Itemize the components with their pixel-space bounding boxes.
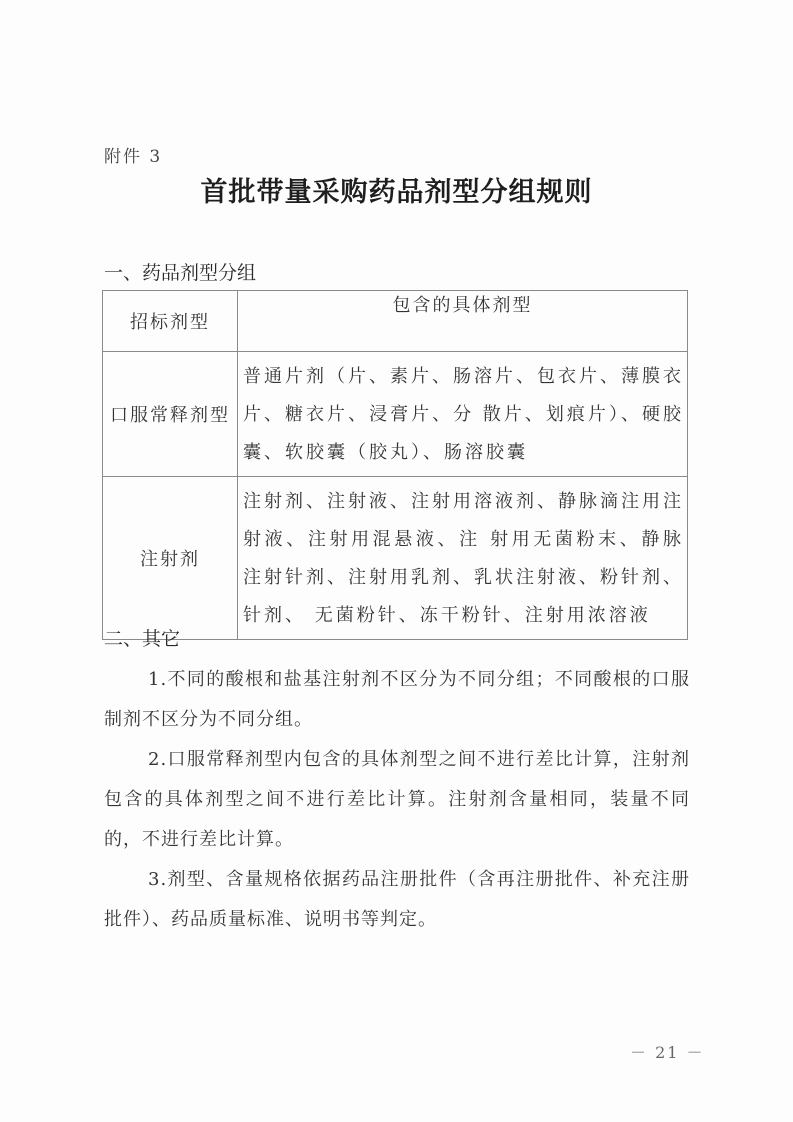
dosage-group-cell: 注射剂 [103,477,238,640]
included-forms-text: 注射剂、注射液、注射用溶液剂、静脉滴注用注射液、注射用混悬液、注 射用无菌粉末、静脉注射针剂、注射用乳剂、乳状注射液、粉针剂、针剂、 无菌粉针、冻干粉针、注射用浓溶液 [243,491,684,626]
section-heading-dosage-groups: 一、药品剂型分组 [104,262,257,284]
rule-paragraph: 2.口服常释剂型内包含的具体剂型之间不进行差比计算，注射剂包含的具体剂型之间不进行差比计算。注射剂含量相同，装量不同的，不进行差比计算。 [104,749,690,850]
rule-paragraph: 1.不同的酸根和盐基注射剂不区分为不同分组；不同酸根的口服制剂不区分为不同分组。 [104,669,690,730]
included-forms-text: 普通片剂（片、素片、肠溶片、包衣片、薄膜衣片、糖衣片、浸膏片、分 散片、划痕片）、硬胶囊、软胶囊（胶丸）、肠溶胶囊 [243,366,684,463]
column-header-included-forms: 包含的具体剂型 [238,291,688,352]
table-row [103,477,688,640]
rule-paragraph: 3.剂型、含量规格依据药品注册批件（含再注册批件、补充注册批件）、药品质量标准、说明书等判定。 [104,869,690,930]
section-heading-others: 二、其它 [104,628,181,650]
document-title: 首批带量采购药品剂型分组规则 [200,177,593,208]
attachment-label: 附件 3 [104,147,163,167]
dosage-group-cell: 口服常释剂型 [103,352,238,477]
table-header-row [103,291,688,352]
included-forms-cell [238,477,688,640]
included-forms-cell [238,352,688,477]
table-row [103,352,688,477]
column-header-tender-dosage: 招标剂型 [103,291,238,352]
dosage-group-table [102,290,688,640]
page-number: － 21 － [630,1043,705,1062]
